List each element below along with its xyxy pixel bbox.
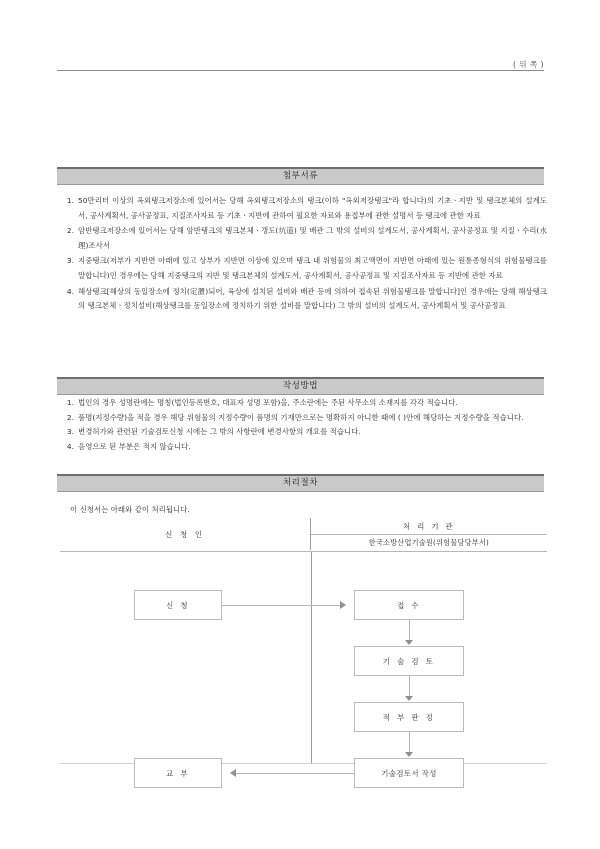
page-marker-row [57,52,544,71]
connector-receipt-to-review [409,620,410,642]
list-item-text: 해상탱크[해상의 동일장소에 정치(定置)되어, 육상에 설치된 설비와 배관 등에 의하여 접속된 위험물탱크를 말합니다]인 경우에는 당해 해상탱크의 탱크본체ㆍ정치설비(해상탱크를 동일장소에 정치하기 위한 설비를 말합니다) 그 밖의 설비의 설계도서, 공사계획서 및 공사공정표 [78,286,547,311]
flow-box-receipt: 접 수 [354,590,464,620]
column-header-applicant: 신 청 인 [60,518,311,550]
list-item-text: 지중탱크(저부가 지반면 아래에 있고 상부가 지반면 이상에 있으며 탱크 내 위험물의 최고액면이 지반면 아래에 있는 원통종형식의 위험물탱크를 말합니다)인 경우에는 당해 지중탱크의 지반 및 탱크본체의 설계도서, 공사계획서, 공사공정표 및 지질조사자료 등 지반에 관한 자료 [78,256,547,280]
connector-decision-to-report [409,732,410,754]
list-item-number: 3. [66,256,74,266]
column-header-agency [311,518,547,551]
section-title-procedure: 처리절차 [282,478,319,489]
arrow-left-icon [230,769,236,777]
list-item [57,194,547,223]
list-item-number: 2. [66,226,74,236]
procedure-note: 이 신청서는 아래와 같이 처리됩니다. [70,505,190,514]
arrow-down-icon [405,752,413,757]
section-header-procedure [57,474,544,492]
flowchart-column-divider [311,552,312,763]
howto-list [57,396,547,454]
section-header-attachments [57,167,544,185]
section-title-attachments: 첨부서류 [282,171,319,182]
procedure-flowchart [60,552,547,778]
list-item-text: 변경허가와 관련된 기술검토신청 시에는 그 밖의 사항란에 변경사항의 개요를 적습니다. [78,427,361,437]
flow-box-suitability-decision: 적 부 판 정 [354,702,464,732]
list-item-text: 암반탱크저장소에 있어서는 당해 암반탱크의 탱크본체ㆍ갱도(坑道) 및 배관 그 밖의 설비의 설계도서, 공사계획서, 공사공정표 및 지질ㆍ수리(水理)조사서 [78,226,547,250]
agency-name: 한국소방산업기술원(위험물담당부서) [368,538,490,547]
list-item [57,425,547,440]
list-item [57,396,547,411]
agency-title: 처 리 기 관 [311,518,547,535]
list-item-number: 3. [66,427,74,437]
list-item-text: 품명(지정수량)을 적을 경우 해당 위험물의 지정수량이 품명의 기재만으로는 명확하지 아니한 때에 ( )안에 해당하는 지정수량을 적습니다. [78,412,524,422]
arrow-right-icon [340,601,346,609]
list-item [57,285,547,314]
list-item-number: 4. [66,286,74,296]
list-item-text: 50만리터 이상의 옥외탱크저장소에 있어서는 당해 옥외탱크저장소의 탱크(이하 "옥외저장탱크"라 합니다)의 기초ㆍ지반 및 탱크본체의 설계도서, 공사계획서, 공사공정표, 지질조사자료 등 기초ㆍ지반에 관하여 필요한 자료와 용접부에 관한 설명서 등 탱크에 관한 자료 [78,196,547,220]
list-item-number: 4. [66,441,74,451]
list-item [57,254,547,283]
procedure-table-header [60,518,547,552]
arrow-down-icon [405,640,413,645]
connector-review-to-decision [409,676,410,698]
attachments-list [57,194,547,315]
top-horizontal-rule [57,70,544,71]
procedure-table [60,518,547,778]
flow-box-technical-review: 기 술 검 토 [354,646,464,676]
list-item [57,224,547,253]
section-title-howto: 작성방법 [282,381,319,392]
list-item-number: 1. [66,196,74,205]
flow-box-report-preparation: 기술검토서 작성 [354,758,464,788]
list-item-text: 법인의 경우 성명란에는 명칭(법인등록번호, 대표자 성명 포함)을, 주소란에는 주된 사무소의 소재지를 각각 적습니다. [78,398,458,407]
flow-box-application: 신 청 [134,590,222,620]
list-item [57,411,547,426]
list-item-number: 2. [66,412,74,422]
list-item [57,440,547,455]
flow-box-issuance: 교 부 [134,758,222,788]
list-item-number: 1. [66,398,74,407]
page-side-marker: ( 뒤 쪽 ) [513,60,544,69]
section-header-howto [57,377,544,395]
list-item-text: 음영으로 된 부분은 적지 않습니다. [78,441,191,451]
connector-application-to-receipt [222,605,340,606]
arrow-down-icon [405,696,413,701]
connector-report-to-issuance [236,773,354,774]
